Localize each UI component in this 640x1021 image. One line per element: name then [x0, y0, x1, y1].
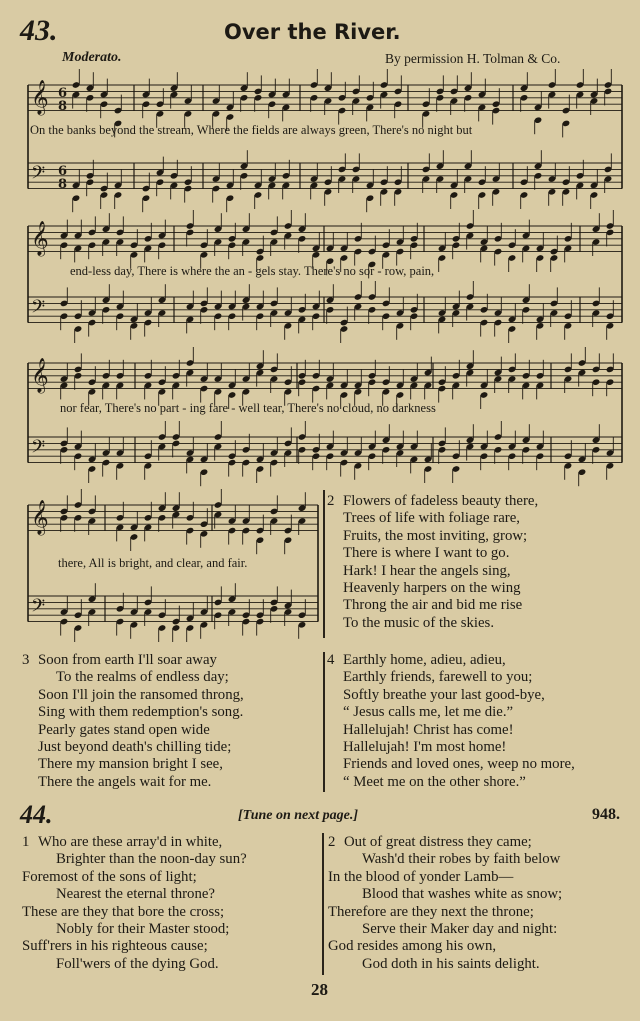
- verse-line: Friends and loved ones, weep no more,: [343, 756, 575, 773]
- tune-note-text: [Tune on next page.]: [238, 808, 359, 823]
- music-lyric-line-2: end-less day, There is where the an - gels stay. There's no sor - row, pain,: [70, 264, 435, 278]
- verse-line: “ Jesus calls me, let me die.”: [343, 704, 514, 721]
- permission-note: By permission H. Tolman & Co.: [385, 51, 561, 66]
- verse-line: Nobly for their Master stood;: [56, 921, 230, 938]
- music-lyric-line-1: On the banks beyond the stream, Where the fields are always green, There's no night but: [30, 123, 473, 137]
- verse-line: God doth in his saints delight.: [362, 955, 540, 972]
- svg-text:8: 8: [58, 99, 68, 114]
- verse-line: Blood that washes white as snow;: [362, 886, 563, 903]
- verse-line: There my mansion bright I see,: [38, 756, 223, 773]
- verse-line: Soon from earth I'll soar away: [38, 652, 217, 668]
- verse-line: “ Meet me on the other shore.”: [343, 773, 526, 790]
- verse-line: Hallelujah! I'm most home!: [343, 739, 507, 756]
- music-lyric-line-4: there, All is bright, and clear, and fair.: [58, 556, 248, 570]
- svg-text:𝄢: 𝄢: [31, 297, 46, 322]
- verse-number: 2: [327, 493, 335, 509]
- verse-line: Fruits, the most inviting, grow;: [343, 527, 528, 544]
- verse-line: To the music of the skies.: [343, 614, 495, 631]
- verse-number: 1: [22, 834, 30, 850]
- verse-line: Throng the air and bid me rise: [343, 597, 523, 614]
- music-lyric-line-3: nor fear, There's no part - ing fare - well tear, There's no cloud, no darkness: [60, 401, 436, 415]
- verse-line: Serve their Maker day and night:: [362, 921, 558, 938]
- verse-number: 4: [327, 652, 335, 668]
- verse-2: [327, 493, 539, 632]
- svg-text:𝄢: 𝄢: [31, 163, 46, 188]
- hymn-number: 44.: [20, 800, 53, 829]
- verse-line: Hallelujah! Christ has come!: [343, 721, 514, 738]
- verse-line: Therefore are they next the throne;: [328, 903, 534, 920]
- verse-line: Who are these array'd in white,: [38, 834, 223, 850]
- verse-3: [22, 652, 244, 791]
- verse-line: Flowers of fadeless beauty there,: [343, 493, 539, 509]
- svg-text:𝄢: 𝄢: [31, 437, 46, 462]
- verse-number: 2: [328, 834, 336, 850]
- verse-line: Softly breathe your last good-bye,: [343, 686, 545, 703]
- column-divider: [322, 833, 324, 975]
- verse-line: Soon I'll join the ransomed throng,: [38, 686, 244, 703]
- verse-line: Foremost of the sons of light;: [22, 868, 197, 885]
- verse-line: Heavenly harpers on the wing: [343, 580, 521, 597]
- verse-4: [327, 652, 575, 791]
- svg-text:𝄢: 𝄢: [31, 596, 46, 621]
- hymn-number: 43.: [20, 14, 58, 47]
- verse-line: Suff'rers in his righteous cause;: [22, 938, 208, 955]
- svg-text:8: 8: [58, 177, 68, 192]
- svg-text:6: 6: [58, 86, 68, 101]
- svg-text:𝄞: 𝄞: [31, 80, 49, 115]
- verse-line: God resides among his own,: [328, 938, 497, 955]
- verse-line: Foll'wers of the dying God.: [56, 955, 219, 972]
- verse-line: These are they that bore the cross;: [22, 903, 225, 920]
- verse-line: Trees of life with foliage rare,: [343, 510, 520, 527]
- svg-text:𝄞: 𝄞: [31, 500, 49, 535]
- verse-line: Hark! I hear the angels sing,: [343, 562, 511, 579]
- verse-line: Sing with them redemption's song.: [38, 704, 244, 721]
- verse-number: 3: [22, 652, 30, 668]
- svg-text:𝄞: 𝄞: [31, 221, 49, 256]
- verse-line: Brighter than the noon-day sun?: [56, 851, 247, 868]
- verse-line: In the blood of yonder Lamb—: [328, 868, 514, 885]
- verse-line: There the angels wait for me.: [38, 773, 212, 790]
- column-divider: [323, 652, 325, 792]
- verse-line: Earthly home, adieu, adieu,: [343, 652, 506, 668]
- column-divider: [323, 490, 325, 638]
- verse-line: Pearly gates stand open wide: [38, 721, 210, 738]
- tempo-marking: Moderato.: [62, 50, 122, 65]
- svg-text:6: 6: [58, 164, 68, 179]
- tune-reference-number: 948.: [592, 806, 620, 823]
- hymn-title: Over the River.: [224, 20, 401, 44]
- verse-line: To the realms of endless day;: [56, 669, 229, 686]
- hymn44-verse-2: [328, 834, 563, 973]
- svg-text:𝄞: 𝄞: [31, 358, 49, 393]
- hymn44-verse-1: [22, 834, 247, 973]
- verse-line: There is where I want to go.: [343, 545, 510, 562]
- verse-line: Just beyond death's chilling tide;: [38, 739, 232, 756]
- verse-line: Nearest the eternal throne?: [56, 886, 215, 903]
- tune-note: [238, 808, 358, 824]
- verse-line: Out of great distress they came;: [344, 834, 532, 850]
- verse-line: Wash'd their robes by faith below: [362, 851, 561, 868]
- page-number: 28: [311, 980, 328, 999]
- verse-line: Earthly friends, farewell to you;: [343, 669, 533, 686]
